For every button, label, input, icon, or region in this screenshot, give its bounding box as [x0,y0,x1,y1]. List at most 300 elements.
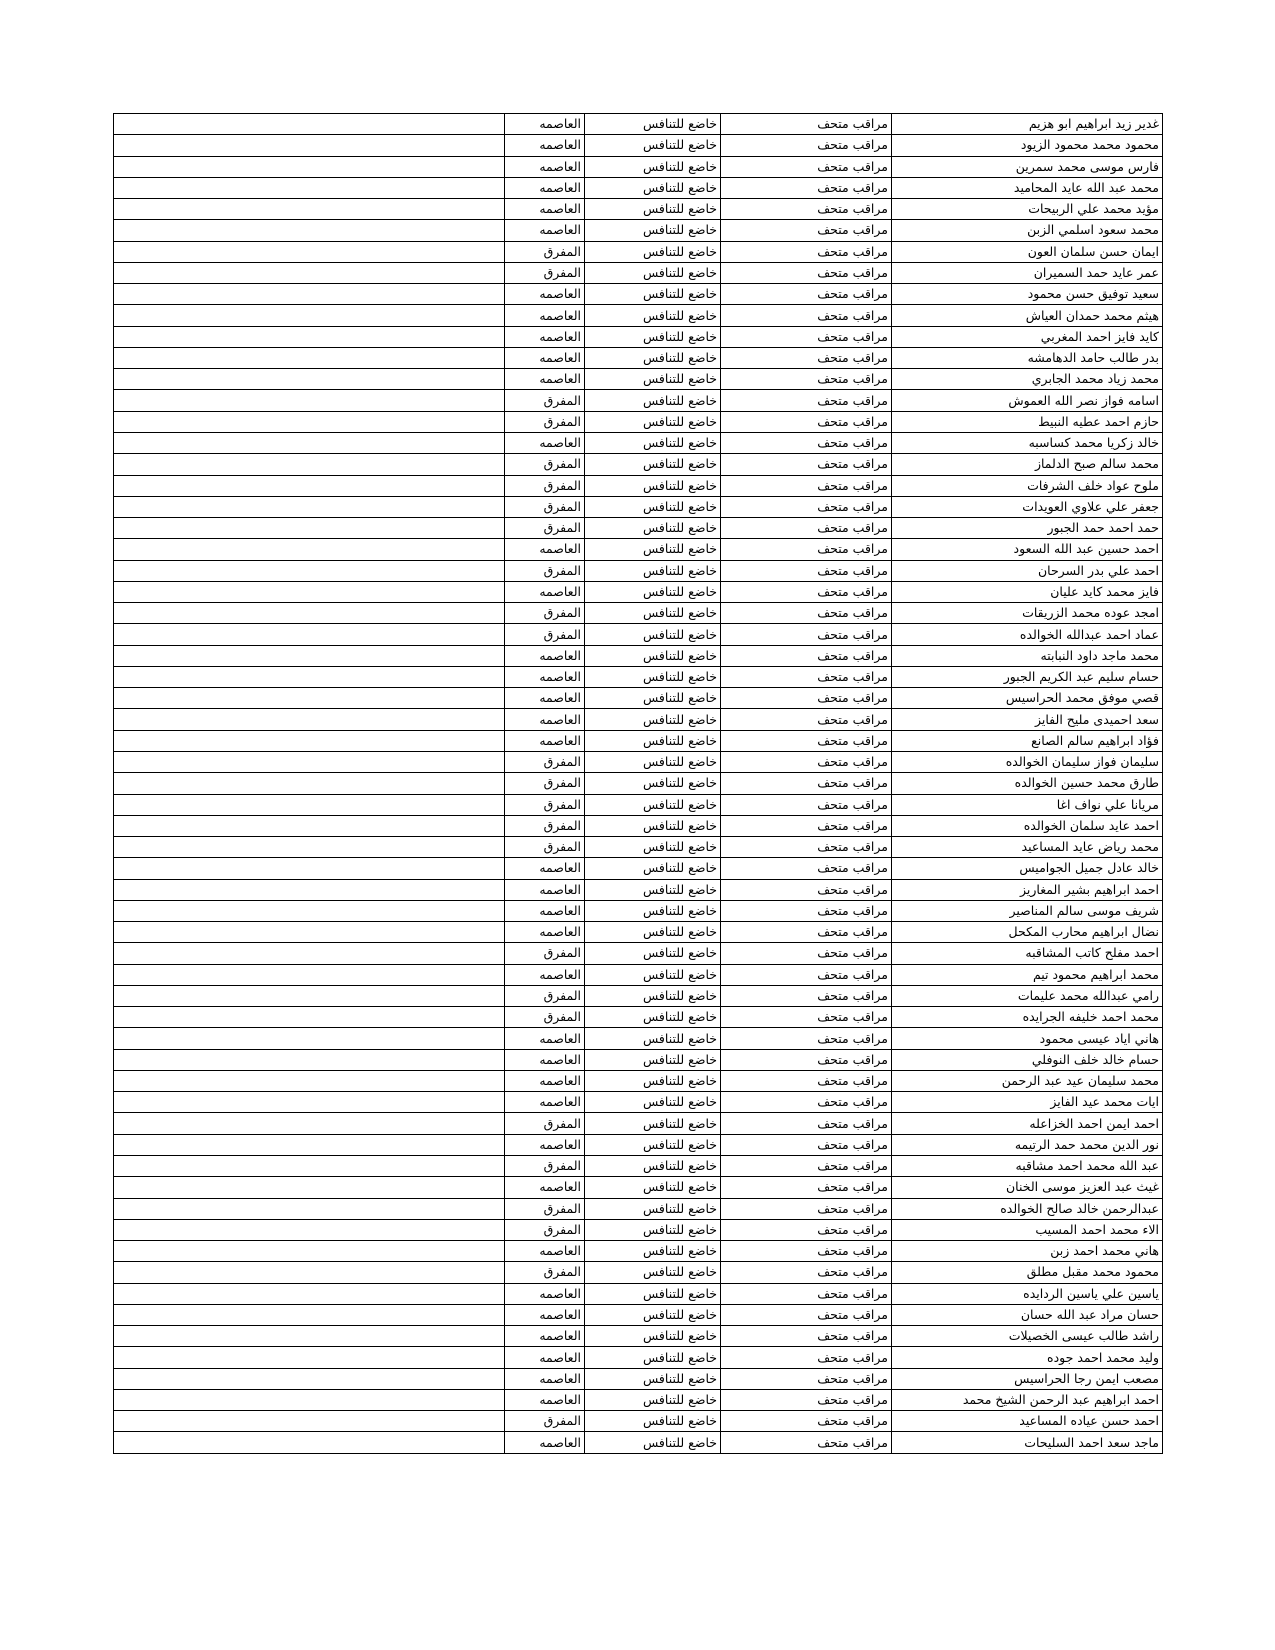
candidate-name-cell: اسامه فواز نصر الله العموش [892,390,1163,411]
candidate-name-cell: فؤاد ابراهيم سالم الصانع [892,730,1163,751]
empty-cell [114,1262,505,1283]
job-title-cell: مراقب متحف [721,1198,892,1219]
job-title-cell: مراقب متحف [721,284,892,305]
competition-status-cell: خاضع للتنافس [585,411,721,432]
candidates-table-body [114,114,1163,1454]
job-title-cell: مراقب متحف [721,369,892,390]
job-title-cell: مراقب متحف [721,432,892,453]
table-row [114,751,1163,772]
table-row [114,1198,1163,1219]
table-row [114,815,1163,836]
empty-cell [114,220,505,241]
table-row [114,539,1163,560]
competition-status-cell: خاضع للتنافس [585,496,721,517]
table-row [114,1326,1163,1347]
job-title-cell: مراقب متحف [721,709,892,730]
competition-status-cell: خاضع للتنافس [585,539,721,560]
table-row [114,475,1163,496]
empty-cell [114,326,505,347]
job-title-cell: مراقب متحف [721,1368,892,1389]
table-row [114,1262,1163,1283]
competition-status-cell: خاضع للتنافس [585,1241,721,1262]
empty-cell [114,688,505,709]
table-row [114,241,1163,262]
empty-cell [114,624,505,645]
job-title-cell: مراقب متحف [721,305,892,326]
candidate-name-cell: خالد زكريا محمد كساسبه [892,432,1163,453]
competition-status-cell: خاضع للتنافس [585,1177,721,1198]
candidate-name-cell: سعيد توفيق حسن محمود [892,284,1163,305]
region-cell: العاصمه [505,1283,585,1304]
empty-cell [114,603,505,624]
candidate-name-cell: احمد علي بدر السرحان [892,560,1163,581]
competition-status-cell: خاضع للتنافس [585,1092,721,1113]
competition-status-cell: خاضع للتنافس [585,837,721,858]
empty-cell [114,1113,505,1134]
region-cell: العاصمه [505,1177,585,1198]
table-row [114,199,1163,220]
table-row [114,943,1163,964]
region-cell: المفرق [505,1198,585,1219]
candidate-name-cell: ماجد سعد احمد السليحات [892,1432,1163,1453]
job-title-cell: مراقب متحف [721,560,892,581]
table-row [114,518,1163,539]
table-row [114,1347,1163,1368]
empty-cell [114,135,505,156]
region-cell: المفرق [505,943,585,964]
region-cell: المفرق [505,837,585,858]
candidate-name-cell: مؤيد محمد علي الربيحات [892,199,1163,220]
empty-cell [114,454,505,475]
empty-cell [114,1219,505,1240]
job-title-cell: مراقب متحف [721,985,892,1006]
job-title-cell: مراقب متحف [721,1092,892,1113]
competition-status-cell: خاضع للتنافس [585,922,721,943]
candidate-name-cell: عماد احمد عبدالله الخوالده [892,624,1163,645]
competition-status-cell: خاضع للتنافس [585,943,721,964]
table-row [114,1241,1163,1262]
region-cell: العاصمه [505,220,585,241]
candidate-name-cell: جعفر علي علاوي العويدات [892,496,1163,517]
table-row [114,454,1163,475]
table-row [114,964,1163,985]
empty-cell [114,560,505,581]
region-cell: المفرق [505,390,585,411]
empty-cell [114,794,505,815]
competition-status-cell: خاضع للتنافس [585,751,721,772]
table-row [114,347,1163,368]
candidate-name-cell: حسام سليم عبد الكريم الجبور [892,666,1163,687]
competition-status-cell: خاضع للتنافس [585,900,721,921]
empty-cell [114,1092,505,1113]
competition-status-cell: خاضع للتنافس [585,858,721,879]
region-cell: العاصمه [505,1241,585,1262]
job-title-cell: مراقب متحف [721,964,892,985]
candidate-name-cell: حازم احمد عطيه النبيط [892,411,1163,432]
table-row [114,709,1163,730]
candidate-name-cell: مريانا علي نواف اغا [892,794,1163,815]
empty-cell [114,1347,505,1368]
region-cell: المفرق [505,794,585,815]
candidate-name-cell: محمد سعود اسلمي الزبن [892,220,1163,241]
candidate-name-cell: كايد فايز احمد المغربي [892,326,1163,347]
table-row [114,369,1163,390]
table-row [114,262,1163,283]
candidate-name-cell: احمد ايمن احمد الخزاعله [892,1113,1163,1134]
region-cell: المفرق [505,1007,585,1028]
competition-status-cell: خاضع للتنافس [585,1347,721,1368]
empty-cell [114,114,505,135]
table-row [114,1049,1163,1070]
empty-cell [114,837,505,858]
competition-status-cell: خاضع للتنافس [585,794,721,815]
empty-cell [114,1156,505,1177]
competition-status-cell: خاضع للتنافس [585,964,721,985]
competition-status-cell: خاضع للتنافس [585,199,721,220]
job-title-cell: مراقب متحف [721,858,892,879]
competition-status-cell: خاضع للتنافس [585,879,721,900]
region-cell: العاصمه [505,1134,585,1155]
job-title-cell: مراقب متحف [721,1347,892,1368]
table-row [114,730,1163,751]
job-title-cell: مراقب متحف [721,773,892,794]
empty-cell [114,347,505,368]
table-row [114,858,1163,879]
job-title-cell: مراقب متحف [721,199,892,220]
candidate-name-cell: ياسين علي ياسين الردايده [892,1283,1163,1304]
empty-cell [114,879,505,900]
job-title-cell: مراقب متحف [721,688,892,709]
candidate-name-cell: عبدالرحمن خالد صالح الخوالده [892,1198,1163,1219]
region-cell: العاصمه [505,1092,585,1113]
empty-cell [114,709,505,730]
table-row [114,114,1163,135]
region-cell: العاصمه [505,666,585,687]
job-title-cell: مراقب متحف [721,220,892,241]
candidate-name-cell: قصي موفق محمد الحراسيس [892,688,1163,709]
empty-cell [114,1432,505,1453]
job-title-cell: مراقب متحف [721,1049,892,1070]
region-cell: العاصمه [505,1347,585,1368]
region-cell: العاصمه [505,539,585,560]
job-title-cell: مراقب متحف [721,581,892,602]
table-row [114,922,1163,943]
competition-status-cell: خاضع للتنافس [585,114,721,135]
candidate-name-cell: غدير زيد ابراهيم ابو هزيم [892,114,1163,135]
job-title-cell: مراقب متحف [721,624,892,645]
empty-cell [114,858,505,879]
job-title-cell: مراقب متحف [721,603,892,624]
region-cell: المفرق [505,262,585,283]
candidate-name-cell: محمد سالم صبح الدلماز [892,454,1163,475]
empty-cell [114,943,505,964]
competition-status-cell: خاضع للتنافس [585,326,721,347]
job-title-cell: مراقب متحف [721,326,892,347]
empty-cell [114,1070,505,1091]
competition-status-cell: خاضع للتنافس [585,1134,721,1155]
job-title-cell: مراقب متحف [721,879,892,900]
empty-cell [114,645,505,666]
region-cell: العاصمه [505,688,585,709]
competition-status-cell: خاضع للتنافس [585,156,721,177]
empty-cell [114,177,505,198]
empty-cell [114,1198,505,1219]
candidate-name-cell: محمود محمد محمود الزيود [892,135,1163,156]
candidate-name-cell: حسان مراد عبد الله حسان [892,1304,1163,1325]
candidate-name-cell: امجد عوده محمد الزريقات [892,603,1163,624]
region-cell: العاصمه [505,581,585,602]
empty-cell [114,815,505,836]
job-title-cell: مراقب متحف [721,1326,892,1347]
table-row [114,1177,1163,1198]
job-title-cell: مراقب متحف [721,156,892,177]
empty-cell [114,284,505,305]
job-title-cell: مراقب متحف [721,114,892,135]
job-title-cell: مراقب متحف [721,347,892,368]
table-row [114,773,1163,794]
job-title-cell: مراقب متحف [721,1007,892,1028]
empty-cell [114,1283,505,1304]
job-title-cell: مراقب متحف [721,475,892,496]
job-title-cell: مراقب متحف [721,518,892,539]
table-row [114,220,1163,241]
competition-status-cell: خاضع للتنافس [585,347,721,368]
candidate-name-cell: احمد عايد سلمان الخوالده [892,815,1163,836]
job-title-cell: مراقب متحف [721,177,892,198]
job-title-cell: مراقب متحف [721,1432,892,1453]
table-row [114,496,1163,517]
empty-cell [114,1368,505,1389]
competition-status-cell: خاضع للتنافس [585,475,721,496]
job-title-cell: مراقب متحف [721,1262,892,1283]
job-title-cell: مراقب متحف [721,1241,892,1262]
candidate-name-cell: احمد ابراهيم عبد الرحمن الشيخ محمد [892,1389,1163,1410]
candidates-table [113,113,1163,1454]
competition-status-cell: خاضع للتنافس [585,730,721,751]
table-row [114,879,1163,900]
region-cell: العاصمه [505,1368,585,1389]
candidate-name-cell: بدر طالب حامد الدهامشه [892,347,1163,368]
region-cell: المفرق [505,1411,585,1432]
region-cell: المفرق [505,751,585,772]
region-cell: العاصمه [505,305,585,326]
region-cell: المفرق [505,1219,585,1240]
region-cell: المفرق [505,1113,585,1134]
job-title-cell: مراقب متحف [721,1219,892,1240]
region-cell: العاصمه [505,369,585,390]
region-cell: العاصمه [505,1304,585,1325]
region-cell: العاصمه [505,879,585,900]
region-cell: العاصمه [505,326,585,347]
empty-cell [114,1411,505,1432]
table-row [114,326,1163,347]
job-title-cell: مراقب متحف [721,1411,892,1432]
region-cell: المفرق [505,815,585,836]
empty-cell [114,1028,505,1049]
competition-status-cell: خاضع للتنافس [585,241,721,262]
table-row [114,1389,1163,1410]
competition-status-cell: خاضع للتنافس [585,220,721,241]
candidate-name-cell: محمد ماجد داود النبابته [892,645,1163,666]
competition-status-cell: خاضع للتنافس [585,1007,721,1028]
region-cell: المفرق [505,411,585,432]
candidate-name-cell: مصعب ايمن رجا الحراسيس [892,1368,1163,1389]
competition-status-cell: خاضع للتنافس [585,624,721,645]
region-cell: العاصمه [505,432,585,453]
region-cell: العاصمه [505,858,585,879]
empty-cell [114,1389,505,1410]
empty-cell [114,730,505,751]
competition-status-cell: خاضع للتنافس [585,135,721,156]
table-row [114,156,1163,177]
candidate-name-cell: هيثم محمد حمدان العياش [892,305,1163,326]
job-title-cell: مراقب متحف [721,454,892,475]
empty-cell [114,496,505,517]
candidate-name-cell: ايات محمد عيد الفايز [892,1092,1163,1113]
candidate-name-cell: شريف موسى سالم المناصير [892,900,1163,921]
competition-status-cell: خاضع للتنافس [585,1049,721,1070]
candidate-name-cell: غيث عبد العزيز موسى الخنان [892,1177,1163,1198]
candidate-name-cell: سليمان فواز سليمان الخوالده [892,751,1163,772]
candidate-name-cell: راشد طالب عيسى الخصيلات [892,1326,1163,1347]
job-title-cell: مراقب متحف [721,135,892,156]
job-title-cell: مراقب متحف [721,815,892,836]
candidate-name-cell: فارس موسى محمد سمرين [892,156,1163,177]
region-cell: العاصمه [505,114,585,135]
competition-status-cell: خاضع للتنافس [585,177,721,198]
candidate-name-cell: الاء محمد احمد المسيب [892,1219,1163,1240]
competition-status-cell: خاضع للتنافس [585,666,721,687]
competition-status-cell: خاضع للتنافس [585,560,721,581]
table-row [114,688,1163,709]
table-row [114,305,1163,326]
empty-cell [114,1304,505,1325]
region-cell: العاصمه [505,1028,585,1049]
competition-status-cell: خاضع للتنافس [585,1389,721,1410]
job-title-cell: مراقب متحف [721,922,892,943]
table-row [114,900,1163,921]
competition-status-cell: خاضع للتنافس [585,432,721,453]
competition-status-cell: خاضع للتنافس [585,581,721,602]
job-title-cell: مراقب متحف [721,943,892,964]
competition-status-cell: خاضع للتنافس [585,773,721,794]
candidate-name-cell: خالد عادل جميل الجواميس [892,858,1163,879]
competition-status-cell: خاضع للتنافس [585,985,721,1006]
empty-cell [114,922,505,943]
competition-status-cell: خاضع للتنافس [585,1283,721,1304]
table-row [114,1007,1163,1028]
competition-status-cell: خاضع للتنافس [585,1156,721,1177]
region-cell: المفرق [505,1156,585,1177]
candidate-name-cell: سعد احميدى مليح الفايز [892,709,1163,730]
region-cell: العاصمه [505,922,585,943]
competition-status-cell: خاضع للتنافس [585,1198,721,1219]
table-row [114,1432,1163,1453]
table-row [114,560,1163,581]
empty-cell [114,432,505,453]
candidate-name-cell: طارق محمد حسين الخوالده [892,773,1163,794]
table-row [114,1283,1163,1304]
candidate-name-cell: احمد حسن عياده المساعيد [892,1411,1163,1432]
competition-status-cell: خاضع للتنافس [585,688,721,709]
table-row [114,624,1163,645]
empty-cell [114,369,505,390]
table-row [114,284,1163,305]
job-title-cell: مراقب متحف [721,837,892,858]
empty-cell [114,964,505,985]
region-cell: المفرق [505,624,585,645]
job-title-cell: مراقب متحف [721,1304,892,1325]
region-cell: المفرق [505,560,585,581]
competition-status-cell: خاضع للتنافس [585,262,721,283]
empty-cell [114,262,505,283]
empty-cell [114,1134,505,1155]
table-row [114,177,1163,198]
region-cell: المفرق [505,475,585,496]
candidate-name-cell: هاني محمد احمد زبن [892,1241,1163,1262]
empty-cell [114,411,505,432]
table-row [114,135,1163,156]
region-cell: العاصمه [505,1326,585,1347]
job-title-cell: مراقب متحف [721,1389,892,1410]
job-title-cell: مراقب متحف [721,1070,892,1091]
competition-status-cell: خاضع للتنافس [585,1113,721,1134]
region-cell: المفرق [505,241,585,262]
region-cell: المفرق [505,773,585,794]
competition-status-cell: خاضع للتنافس [585,603,721,624]
job-title-cell: مراقب متحف [721,794,892,815]
job-title-cell: مراقب متحف [721,900,892,921]
job-title-cell: مراقب متحف [721,1134,892,1155]
region-cell: العاصمه [505,156,585,177]
empty-cell [114,156,505,177]
table-row [114,985,1163,1006]
candidate-name-cell: حسام خالد خلف النوفلي [892,1049,1163,1070]
empty-cell [114,666,505,687]
candidate-name-cell: ملوح عواد خلف الشرفات [892,475,1163,496]
candidate-name-cell: احمد مفلح كاتب المشاقبه [892,943,1163,964]
job-title-cell: مراقب متحف [721,411,892,432]
table-row [114,432,1163,453]
competition-status-cell: خاضع للتنافس [585,1219,721,1240]
region-cell: المفرق [505,1262,585,1283]
region-cell: المفرق [505,454,585,475]
competition-status-cell: خاضع للتنافس [585,1411,721,1432]
table-row [114,1411,1163,1432]
job-title-cell: مراقب متحف [721,730,892,751]
region-cell: المفرق [505,603,585,624]
job-title-cell: مراقب متحف [721,1156,892,1177]
table-row [114,645,1163,666]
empty-cell [114,305,505,326]
competition-status-cell: خاضع للتنافس [585,1262,721,1283]
candidate-name-cell: احمد حسين عبد الله السعود [892,539,1163,560]
empty-cell [114,241,505,262]
region-cell: العاصمه [505,1049,585,1070]
candidate-name-cell: محمود محمد مقبل مطلق [892,1262,1163,1283]
job-title-cell: مراقب متحف [721,1283,892,1304]
empty-cell [114,1241,505,1262]
table-row [114,837,1163,858]
table-row [114,1070,1163,1091]
region-cell: المفرق [505,985,585,1006]
competition-status-cell: خاضع للتنافس [585,369,721,390]
table-row [114,1134,1163,1155]
job-title-cell: مراقب متحف [721,645,892,666]
competition-status-cell: خاضع للتنافس [585,284,721,305]
candidate-name-cell: نضال ابراهيم محارب المكحل [892,922,1163,943]
competition-status-cell: خاضع للتنافس [585,1432,721,1453]
